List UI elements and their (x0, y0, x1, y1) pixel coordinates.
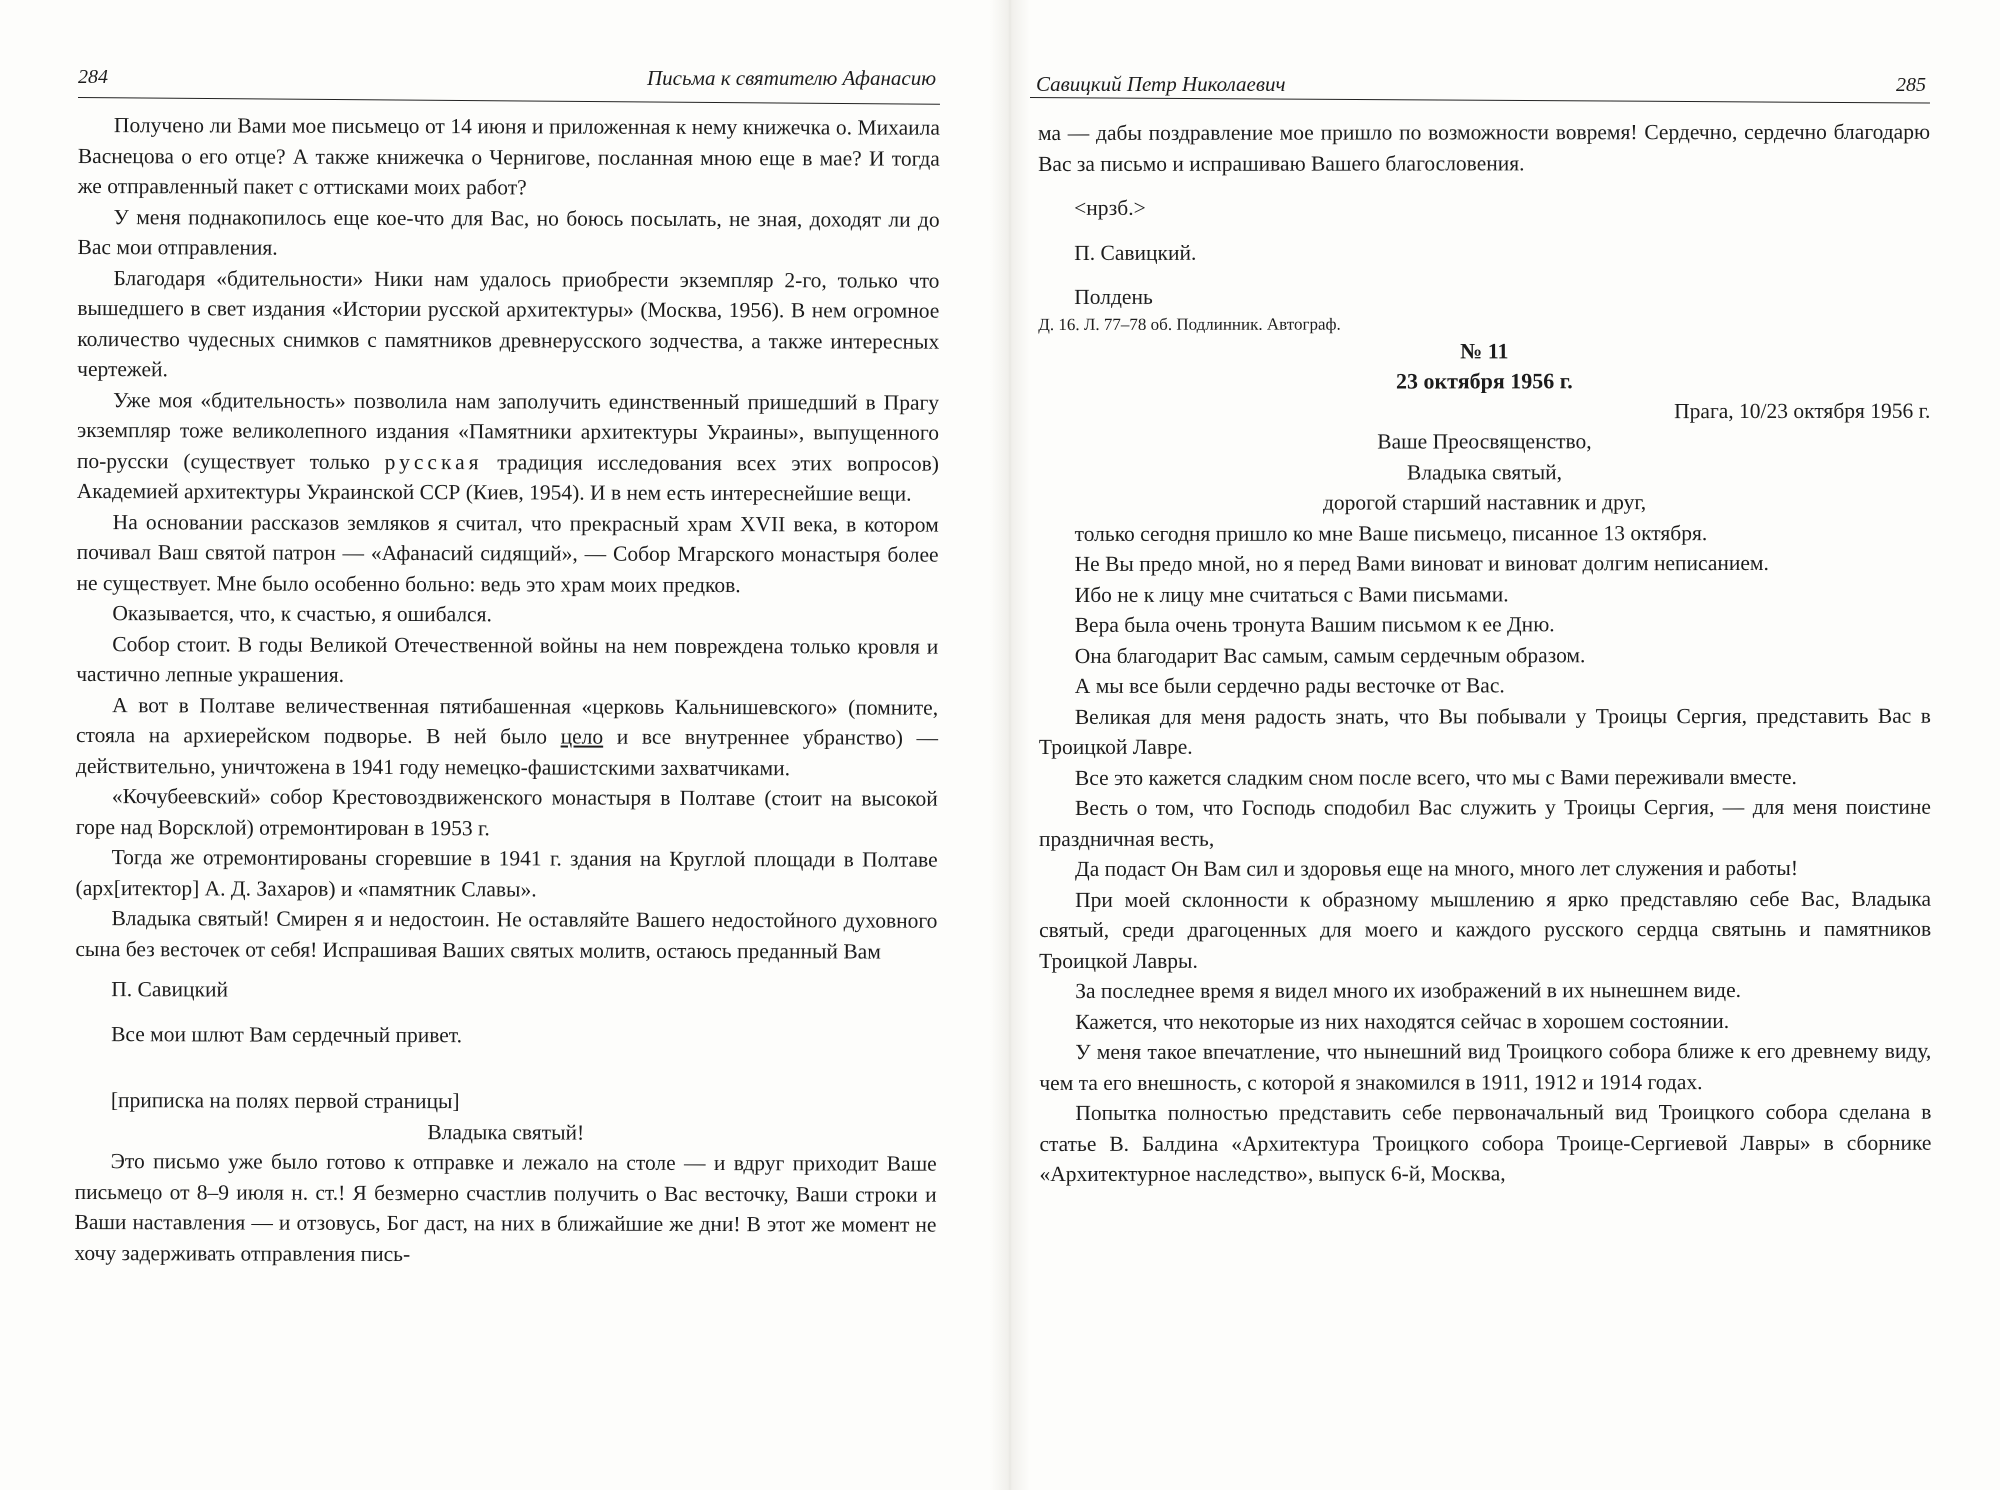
short-line: А мы все были сердечно рады весточке от Вас. (1074, 673, 1505, 698)
paragraph-text: традиция исследования всех этих вопросов) Академией архитектуры Украинской ССР (Киев, 1954). И в нем есть интереснейшие вещи. (76, 449, 939, 506)
left-page-body (74, 110, 940, 1271)
header-rule (78, 97, 940, 105)
signature: П. Савицкий. (1074, 240, 1197, 265)
right-page (1030, 0, 2000, 1490)
paragraph: Кажется, что некоторые из них находятся сейчас в хорошем состоянии. (1075, 1008, 1730, 1034)
paragraph: На основании рассказов земляков я считал, что прекрасный храм XVII века, в котором почивал Ваш святой патрон — «Афанасий сидящий», — Собор Мгарского монастыря более не существует. Мне было особенно больно: ведь это храм моих предков. (76, 509, 939, 597)
paragraph: Весть о том, что Господь сподобил Вас служить у Троицы Сергия, — для меня поистине праздничная весть, (1038, 794, 1931, 851)
salutation-line: Ваше Преосвященство, (1377, 429, 1592, 454)
short-line: Вера была очень тронута Вашим письмом к ее Дню. (1074, 612, 1555, 637)
paragraph-text: и все внутреннее убранство) — действительно, уничтожена в 1941 году немецко-фашистскими захватчиками. (75, 724, 939, 780)
running-title: Савицкий Петр Николаевич (1036, 72, 1286, 96)
paragraph: Великая для меня радость знать, что Вы побывали у Троицы Сергия, представить Вас в Троицкой Лавре. (1038, 703, 1931, 759)
paragraph: ма — дабы поздравление мое пришло по возможности вовремя! Сердечно, сердечно благодарю Вас за письмо и испрашиваю Вашего благословения. (1038, 119, 1931, 176)
paragraph-text: А вот в Полтаве величественная пятибашенная «церковь Кальнишевского» (помните, стояла на архиерейском подворье. В ней было (75, 692, 939, 749)
paragraph: Владыка святый! Смирен я и недостоин. Не оставляйте Вашего недостойного духовного сына без весточек от себя! Испрашивая Ваших святых молитв, остаюсь преданный Вам (75, 906, 938, 964)
header-rule (1030, 97, 1930, 103)
page-number: 284 (78, 66, 108, 88)
short-line: Ибо не к лицу мне считаться с Вами письмами. (1074, 581, 1509, 607)
right-page-header (1030, 58, 1930, 98)
illegible-mark: <нрзб.> (1074, 195, 1146, 220)
paragraph: За последнее время я видел много их изображений в их нынешнем виде. (1075, 978, 1742, 1003)
document-number: № 11 (1460, 337, 1509, 363)
short-line: только сегодня пришло ко мне Ваше письмецо, писанное 13 октября. (1074, 520, 1708, 546)
short-line: Она благодарит Вас самым, самым сердечным образом. (1074, 642, 1586, 668)
paragraph (77, 384, 939, 509)
page-number: 285 (1896, 74, 1926, 96)
paragraph: Собор стоит. В годы Великой Отечественной войны на нем повреждена только кровля и частично лепные украшения. (76, 631, 939, 687)
document-date: 23 октября 1956 г. (1395, 367, 1573, 394)
paragraph: Получено ли Вами мое письмецо от 14 июня и приложенная к нему книжечка о. Михаила Васнецова о его отце? А также книжечка о Чернигове, посланная мною еще в мае? И тогда же отправленный пакет с оттисками моих работ? (77, 113, 940, 200)
salutation-line: Владыка святый, (1406, 459, 1563, 484)
paragraph: У меня поднакопилось еще кое-что для Вас, но боюсь посылать, не зная, доходят ли до Вас мои отправления. (77, 204, 940, 260)
right-page-body (1038, 117, 1931, 1190)
left-page (0, 0, 990, 1490)
paragraph: Да подаст Он Вам сил и здоровья еще на много, много лет служения и работы! (1075, 855, 1799, 881)
left-page-header (78, 58, 940, 98)
signature: П. Савицкий (111, 977, 229, 1002)
paragraph: У меня такое впечатление, что нынешний вид Троицкого собора ближе к его древнему виду, чем та его внешность, с которой я знакомился в 1911, 1912 и 1914 годах. (1039, 1038, 1932, 1095)
greeting: Все мои шлют Вам сердечный привет. (111, 1021, 463, 1047)
paragraph-text: Уже моя «бдительность» позволила нам заполучить единственный пришедший в Прагу экземпляр тоже великолепного издания «Памятники архитектуры Украины», выпущенного по-русски (существует только (76, 387, 940, 474)
paragraph: Оказывается, что, к счастью, я ошибался. (112, 601, 492, 627)
paragraph: Благодаря «бдительности» Ники нам удалось приобрести экземпляр 2-го, только что вышедшего в свет издания «Истории русской архитектуры» (Москва, 1956). В нем огромное количество чудесных снимков с памятников древнерусского зодчества, а также интересных чертежей. (77, 265, 940, 382)
underlined-word: цело (560, 724, 604, 749)
paragraph: Тогда же отремонтированы сгоревшие в 1941 г. здания на Круглой площади в Полтаве (арх[итектор] А. Д. Захаров) и «памятник Славы». (75, 845, 938, 901)
running-title: Письма к святителю Афанасию (647, 66, 936, 90)
book-gutter (990, 0, 1030, 1490)
place-date: Прага, 10/23 октября 1956 г. (1674, 398, 1931, 423)
spaced-emphasis: русская (384, 449, 483, 474)
paragraph: При моей склонности к образному мышлению я ярко представляю себе Вас, Владыка святый, среди драгоценных для моего и каждого русского сердца святынь и памятников Троицкой Лавры. (1039, 886, 1932, 973)
postscript-text: Это письмо уже было готово к отправке и лежало на столе — и вдруг приходит Ваше письмецо от 8–9 июля н. ст.! Я безмерно счастлив получить о Вас весточку, Ваши строки и Ваши наставления — и отзовусь, Бог даст, на них в ближайшие же дни! В этот же момент не хочу задерживать отправления пись- (74, 1149, 937, 1266)
postscript-salutation: Владыка святый! (427, 1119, 585, 1145)
postscript-label: [приписка на полях первой страницы] (110, 1088, 460, 1114)
salutation-line: дорогой старший наставник и друг, (1322, 490, 1647, 515)
paragraph (76, 689, 938, 783)
archival-source: Д. 16. Л. 77–78 об. Подлинник. Автограф. (1038, 314, 1341, 334)
time-note: Полдень (1074, 284, 1153, 309)
paragraph: Попытка полностью представить себе первоначальный вид Троицкого собора сделана в статье В. Балдина «Архитектура Троицкого собора Троице-Сергиевой Лавры» в сборнике «Архитектурное наследство», выпуск 6-й, Москва, (1039, 1099, 1932, 1186)
short-line: Не Вы предо мной, но я перед Вами виноват и виноват долгим неписанием. (1074, 550, 1769, 576)
paragraph: «Кочубеевский» собор Крестовоздвиженского монастыря в Полтаве (стоит на высокой горе над Ворсклой) отремонтирован в 1953 г. (75, 784, 938, 840)
paragraph: Все это кажется сладким сном после всего, что мы с Вами переживали вместе. (1074, 764, 1797, 790)
